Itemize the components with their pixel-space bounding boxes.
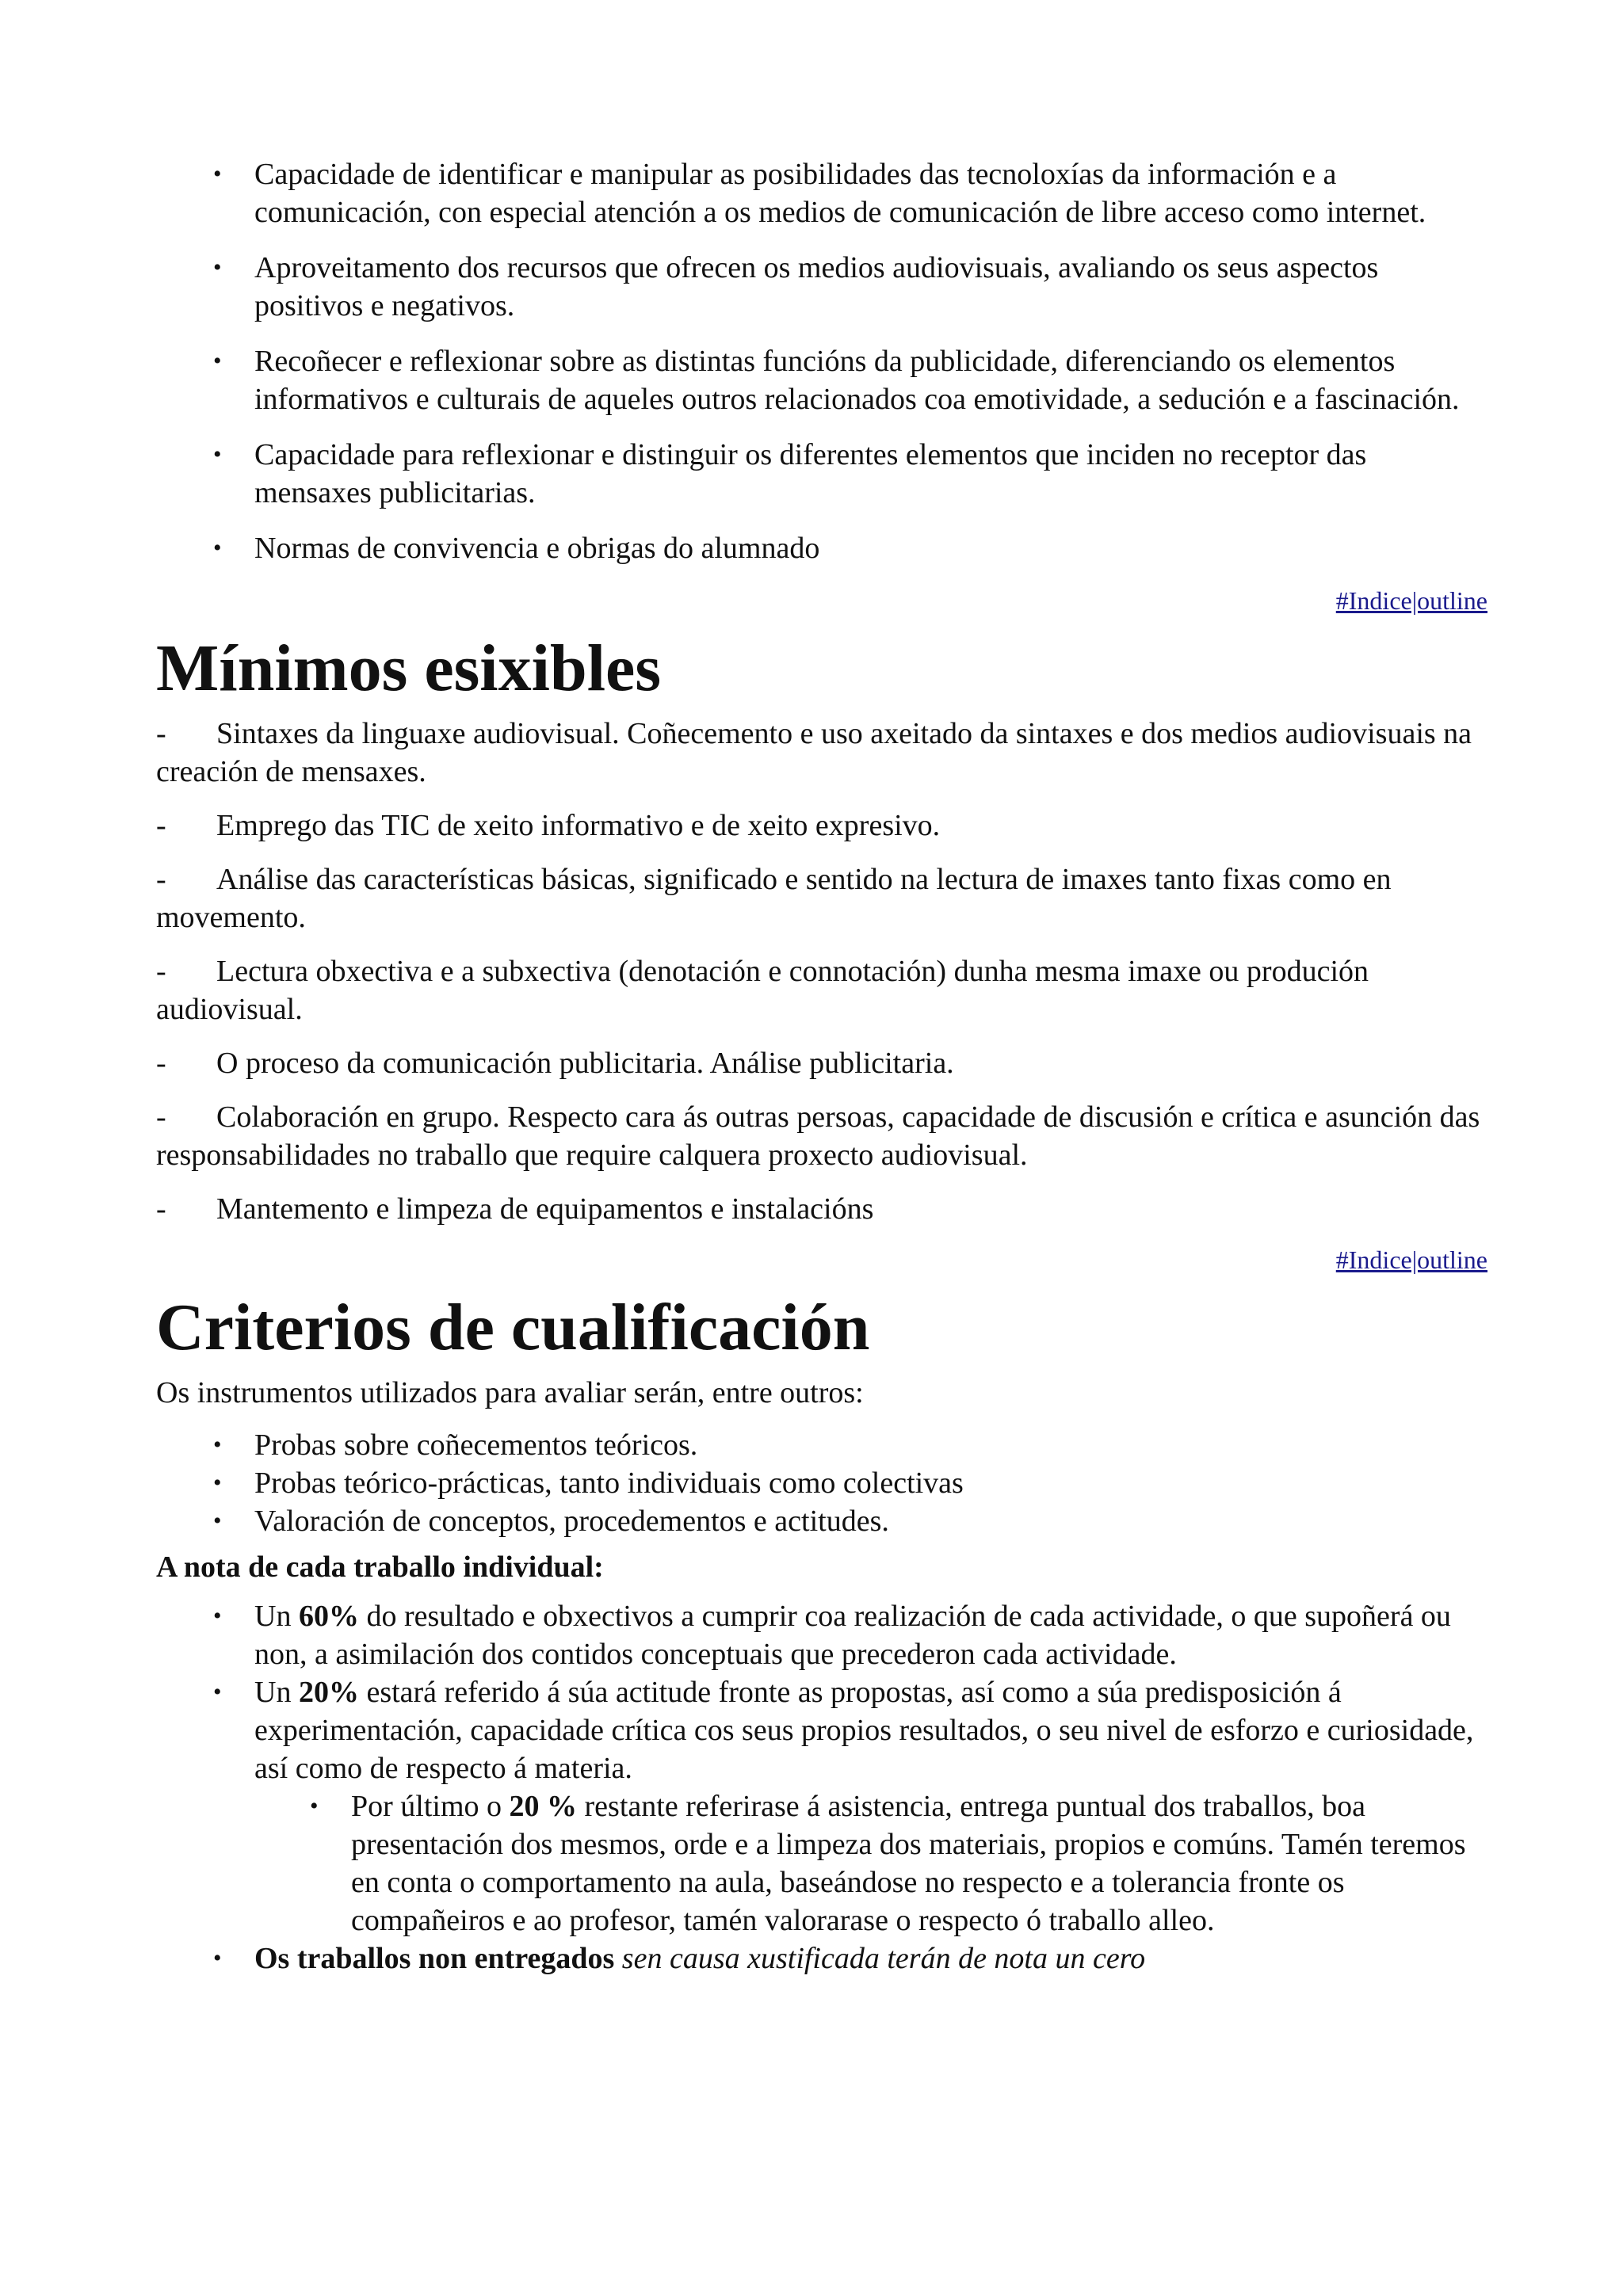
list-item: • Recoñecer e reflexionar sobre as distintas funcións da publicidade, diferenciando os elementos informativos e culturais de aqueles outros relacionados coa emotividade, a sedución e a fascinación. [156,342,1487,418]
minimos-list [156,715,1487,1228]
list-item: - O proceso da comunicación publicitaria. Análise publicitaria. [156,1044,1487,1082]
bullet-icon: • [310,1793,319,1819]
list-item: - Emprego das TIC de xeito informativo e de xeito expresivo. [156,807,1487,845]
list-item: • Un 20% estará referido á súa actitude fronte as propostas, así como a súa predisposición á experimentación, capacidade crítica cos seus propios resultados, o seu nivel de esforzo e curiosidade, así como de respecto á materia. [156,1673,1487,1787]
list-item: • Probas teórico-prácticas, tanto individuais como colectivas [156,1464,1487,1502]
list-item: - Análise das características básicas, significado e sentido na lectura de imaxes tanto fixas como en movemento. [156,860,1487,936]
list-item: - Lectura obxectiva e a subxectiva (denotación e connotación) dunha mesma imaxe ou produción audiovisual. [156,952,1487,1028]
list-item: • Un 60% do resultado e obxectivos a cumprir coa realización de cada actividade, o que supoñerá ou non, a asimilación dos contidos conceptuais que precederon cada actividade. [156,1597,1487,1673]
list-item: • Probas sobre coñecementos teóricos. [156,1426,1487,1464]
list-item: • Valoración de conceptos, procedementos e actitudes. [156,1502,1487,1540]
section-title-criterios: Criterios de cualificación [156,1291,870,1364]
dash-marker: - [156,1100,166,1134]
bullet-icon: • [213,535,222,561]
list-item: • Normas de convivencia e obrigas do alumnado [156,529,1487,567]
list-item: - Colaboración en grupo. Respecto cara ás outras persoas, capacidade de discusión e crítica e asunción das responsabilidades no traballo que require calquera proxecto audiovisual. [156,1098,1487,1174]
list-item: • Capacidade de identificar e manipular as posibilidades das tecnoloxías da información e a comunicación, con especial atención a os medios de comunicación de libre acceso como internet. [156,155,1487,231]
nota-heading: A nota de cada traballo individual: [156,1550,604,1584]
index-link[interactable]: #Indice|outline [1335,586,1487,615]
index-link[interactable]: #Indice|outline [1335,1245,1487,1274]
bullet-icon: • [213,441,222,467]
dash-marker: - [156,863,166,896]
dash-marker: - [156,1047,166,1080]
bullet-icon: • [213,1432,222,1458]
dash-marker: - [156,809,166,842]
bullet-icon: • [213,1679,222,1705]
nested-list [156,1787,1487,1939]
bullet-icon: • [213,1945,222,1971]
index-link-row [156,585,1487,616]
instruments-list [156,1426,1487,1540]
bullet-icon: • [213,1603,222,1629]
document-content [156,155,1487,1978]
bullet-icon: • [213,254,222,280]
list-item: • Aproveitamento dos recursos que ofrecen os medios audiovisuais, avaliando os seus aspectos positivos e negativos. [156,249,1487,325]
bullet-icon: • [213,1508,222,1534]
list-item: • Por último o 20 % restante referirase á asistencia, entrega puntual dos traballos, boa presentación dos mesmos, orde e a limpeza dos materiais, propios e comúns. Tamén teremos en conta o comportamento na aula, baseándose no respecto e a tolerancia fronte os compañeiros e ao profesor, tamén valorarase o respecto ó traballo alleo. [156,1787,1487,1939]
intro-bullet-list [156,155,1487,567]
final-list [156,1939,1487,1978]
bullet-icon: • [213,348,222,374]
bullet-icon: • [213,1470,222,1496]
dash-marker: - [156,1192,166,1226]
percent-value: 20% [298,1676,359,1709]
section-title-minimos: Mínimos esixibles [156,631,662,705]
dash-marker: - [156,955,166,988]
dash-marker: - [156,717,166,750]
list-item: - Sintaxes da linguaxe audiovisual. Coñecemento e uso axeitado da sintaxes e dos medios audiovisuais na creación de mensaxes. [156,715,1487,791]
percent-value: 20 % [509,1790,578,1823]
bullet-icon: • [213,161,222,187]
percent-value: 60% [298,1600,359,1633]
list-item: • Os traballos non entregados sen causa xustificada terán de nota un cero [156,1939,1487,1978]
nota-list [156,1597,1487,1787]
list-item: - Mantemento e limpeza de equipamentos e instalacións [156,1190,1487,1228]
index-link-row [156,1244,1487,1276]
list-item: • Capacidade para reflexionar e distinguir os diferentes elementos que inciden no receptor das mensaxes publicitarias. [156,436,1487,512]
criterios-intro: Os instrumentos utilizados para avaliar serán, entre outros: [156,1376,864,1409]
